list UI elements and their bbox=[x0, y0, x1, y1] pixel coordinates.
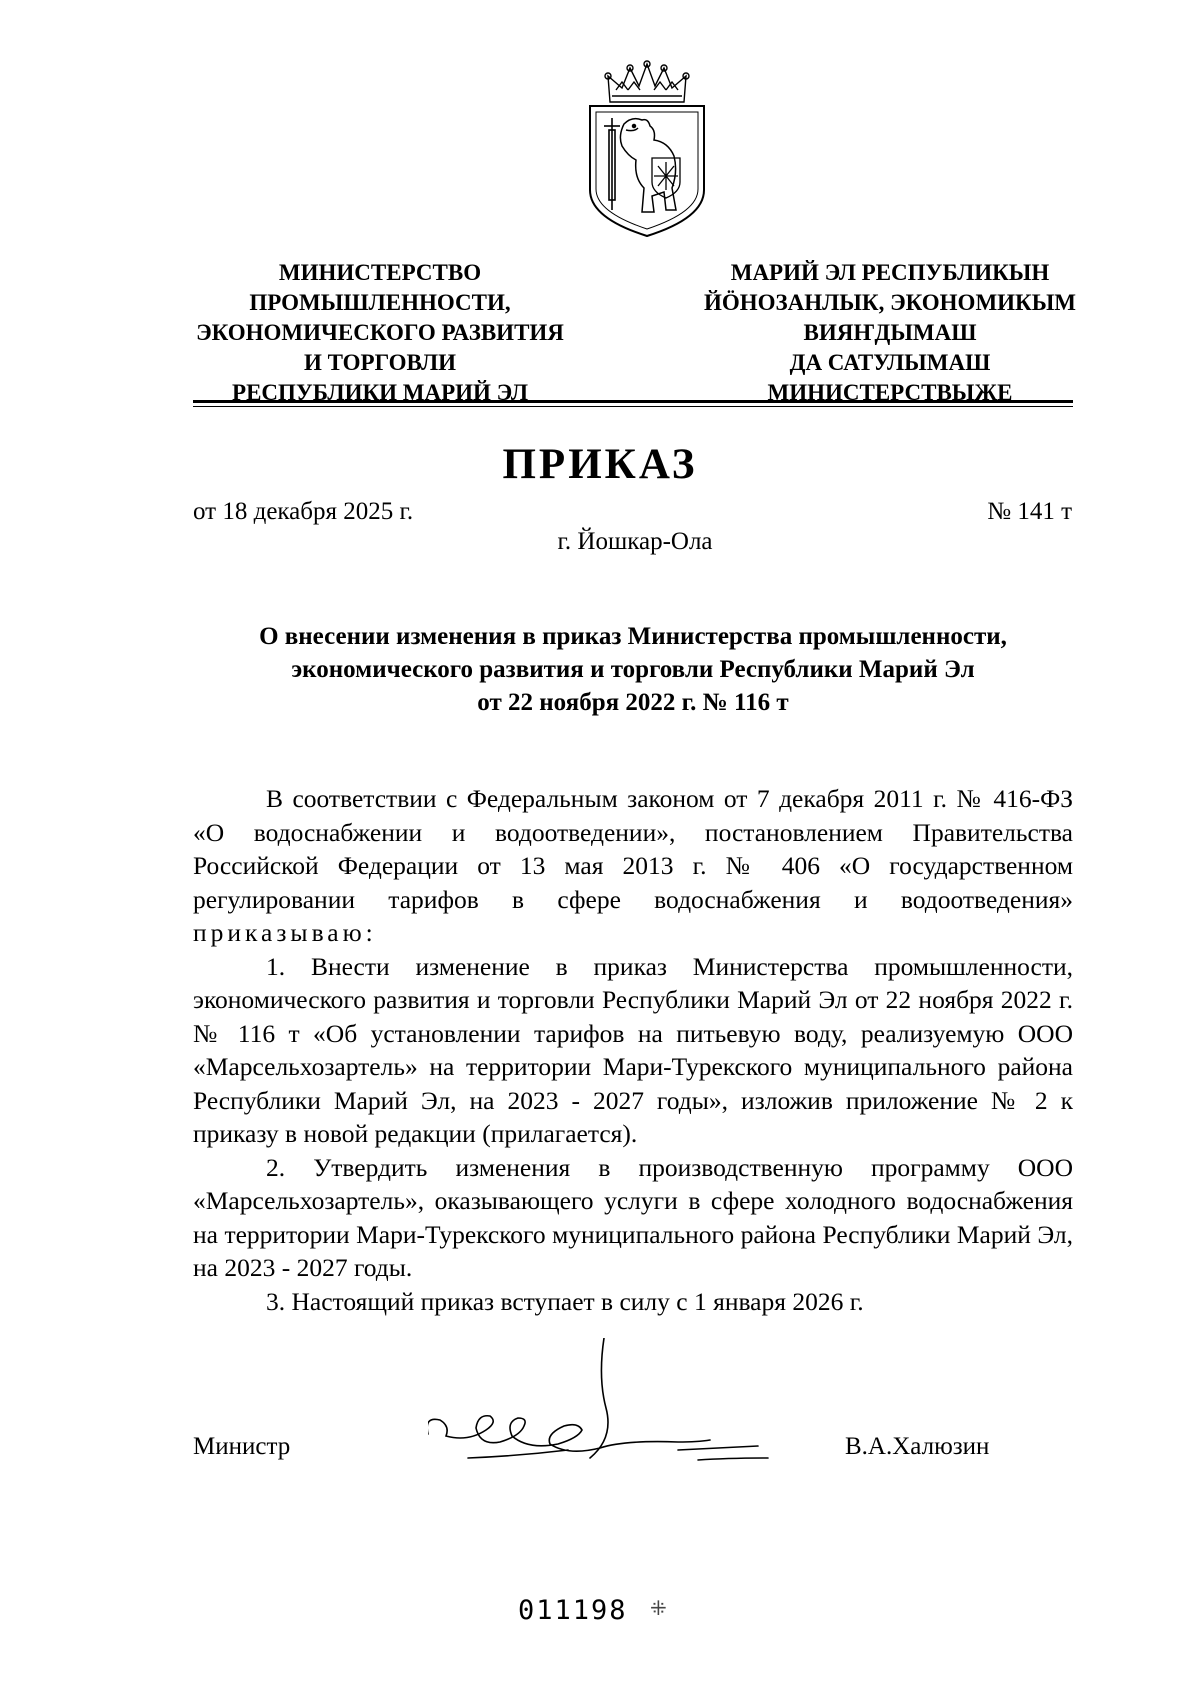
header-right-line: ДА САТУЛЫМАШ bbox=[789, 350, 991, 375]
header-right-line: ВИЯҤДЫМАШ bbox=[803, 320, 977, 345]
header-left-line: ПРОМЫШЛЕННОСТИ, bbox=[249, 290, 511, 315]
footer-ornament: ⁜ bbox=[650, 1598, 667, 1620]
document-subject bbox=[193, 620, 1073, 719]
document-type-title: ПРИКАЗ bbox=[502, 441, 698, 488]
document-date: от 18 декабря 2025 г. bbox=[193, 498, 414, 525]
header-divider-thin bbox=[193, 406, 1073, 407]
handwritten-signature bbox=[428, 1338, 828, 1498]
signer-name: В.А.Халюзин bbox=[845, 1433, 990, 1460]
subject-line: экономического развития и торговли Республики Марий Эл bbox=[291, 656, 975, 683]
header-right-line: МИНИСТЕРСТВЫЖЕ bbox=[767, 380, 1013, 405]
header-right-line: МАРИЙ ЭЛ РЕСПУБЛИКЫН bbox=[730, 260, 1050, 285]
coat-of-arms-emblem bbox=[582, 60, 712, 240]
item-2-paragraph: 2. Утвердить изменения в производственную программу ООО «Марсельхозартель», оказывающего услуги в сфере холодного водоснабжения на территории Мари-Турекского муниципального района Республики Марий Эл, на 2023 - 2027 годы. bbox=[193, 1152, 1073, 1282]
form-serial-number: 011198 bbox=[518, 1595, 628, 1626]
subject-line: О внесении изменения в приказ Министерства промышленности, bbox=[259, 623, 1007, 650]
preamble-paragraph bbox=[193, 782, 1073, 950]
item-1-paragraph: 1. Внести изменение в приказ Министерства промышленности, экономического развития и торговли Республики Марий Эл от 22 ноября 2022 г. № 116 т «Об установлении тарифов на питьевую воду, реализуемую ООО «Марсельхозартель» на территории Мари-Турекского муниципального района Республики Марий Эл, на 2023 - 2027 годы», изложив приложение № 2 к приказу в новой редакции (прилагается). bbox=[193, 951, 1073, 1148]
header-left-line: ЭКОНОМИЧЕСКОГО РАЗВИТИЯ bbox=[196, 320, 564, 345]
header-divider-thick bbox=[193, 400, 1073, 403]
header-left-line: РЕСПУБЛИКИ МАРИЙ ЭЛ bbox=[232, 380, 528, 405]
document-city: г. Йошкар-Ола bbox=[557, 528, 713, 555]
subject-line: от 22 ноября 2022 г. № 116 т bbox=[477, 689, 789, 716]
order-word: приказываю: bbox=[193, 918, 377, 947]
header-left-line: И ТОРГОВЛИ bbox=[303, 350, 457, 375]
header-left-line: МИНИСТЕРСТВО bbox=[278, 260, 482, 285]
signer-role: Министр bbox=[193, 1433, 291, 1460]
document-body bbox=[193, 782, 1073, 1318]
item-3-paragraph: 3. Настоящий приказ вступает в силу с 1 января 2026 г. bbox=[266, 1286, 864, 1316]
ministry-name-mari bbox=[680, 258, 1100, 408]
header-right-line: ЙӦНОЗАНЛЫК, ЭКОНОМИКЫМ bbox=[703, 290, 1077, 315]
document-number: № 141 т bbox=[987, 498, 1072, 525]
ministry-name-russian bbox=[170, 258, 590, 408]
preamble-text: В соответствии с Федеральным законом от 7 декабря 2011 г. № 416-ФЗ «О водоснабжении и водоотведении», постановлением Правительства Российской Федерации от 13 мая 2013 г. № 406 «О государственном регулировании тарифов в сфере водоснабжения и водоотведения» bbox=[193, 784, 1073, 914]
